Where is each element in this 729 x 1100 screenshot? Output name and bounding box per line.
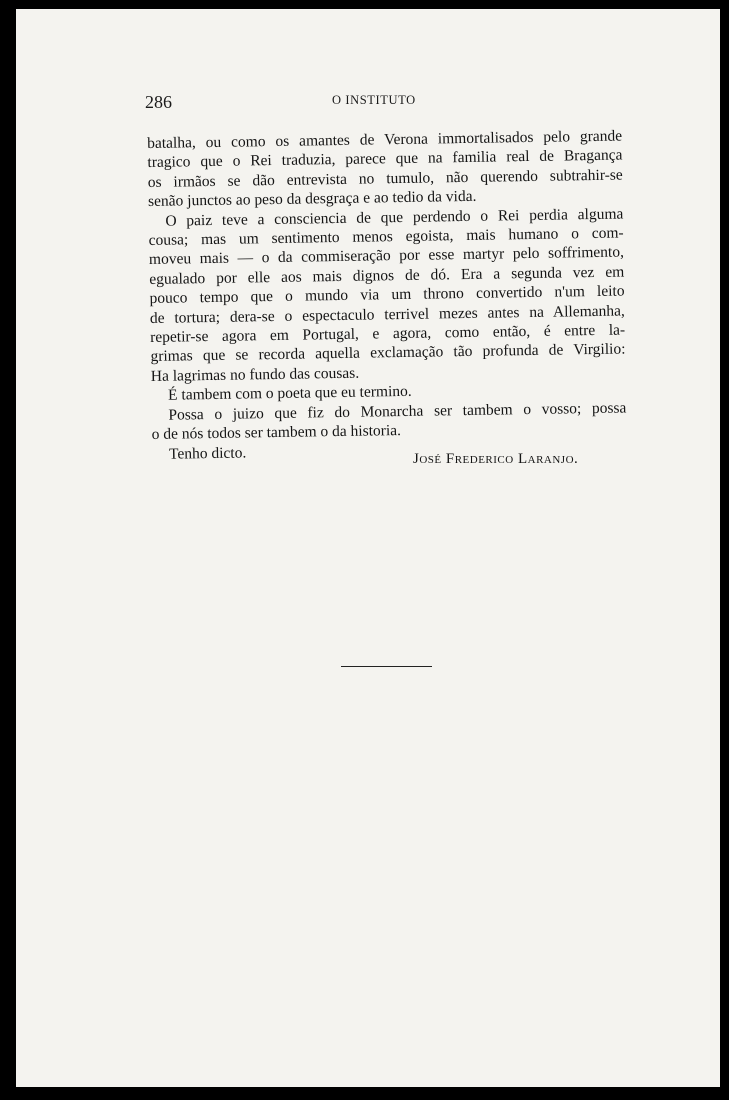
body-text — [147, 127, 627, 464]
text-line: o de nós todos ser tambem o da historia. — [151, 422, 402, 444]
text-line: batalha, ou como os amantes de Verona immortalisados pelo grande — [147, 127, 623, 152]
text-line: moveu mais — o da commiseração por esse martyr pelo soffrimento, — [148, 243, 625, 269]
book-page — [16, 9, 720, 1087]
text-line: pouco tempo que o mundo via um throno convertido n'um leito — [149, 282, 625, 308]
end-rule — [341, 666, 432, 667]
text-line: É tambem com o poeta que eu termino. — [167, 383, 412, 404]
text-line: Possa o juizo que fiz do Monarcha ser tambem o vosso; possa — [168, 399, 627, 424]
running-title: O INSTITUTO — [332, 93, 416, 107]
text-line: egualado por elle aos mais dignos de dó. Era a segunda vez em — [149, 263, 625, 288]
text-line: O paiz teve a consciencia de que perdendo o Rei perdia alguma — [165, 205, 624, 230]
text-line: Tenho dicto. — [168, 443, 247, 463]
page-number: 286 — [145, 92, 172, 112]
text-line: grimas que se recorda aquella exclamação tão profunda de Virgilio: — [150, 340, 626, 366]
author-signature: José Frederico Laranjo. — [413, 451, 579, 467]
text-line: os irmãos se dão entrevista no tumulo, não querendo subtrahir-se — [147, 166, 623, 191]
text-line: repetir-se agora em Portugal, e agora, como então, é entre la- — [150, 321, 626, 347]
text-line: Ha lagrimas no fundo das cousas. — [150, 364, 360, 385]
text-line: senão junctos ao peso da desgraça e ao tedio da vida. — [147, 188, 477, 211]
text-line: cousa; mas um sentimento menos egoista, mais humano o com- — [148, 224, 624, 250]
text-line: tragico que o Rei traduzia, parece que na familia real de Bragança — [147, 146, 623, 172]
text-line: de tortura; dera-se o espectaculo terrivel mezes antes na Allemanha, — [149, 302, 625, 327]
